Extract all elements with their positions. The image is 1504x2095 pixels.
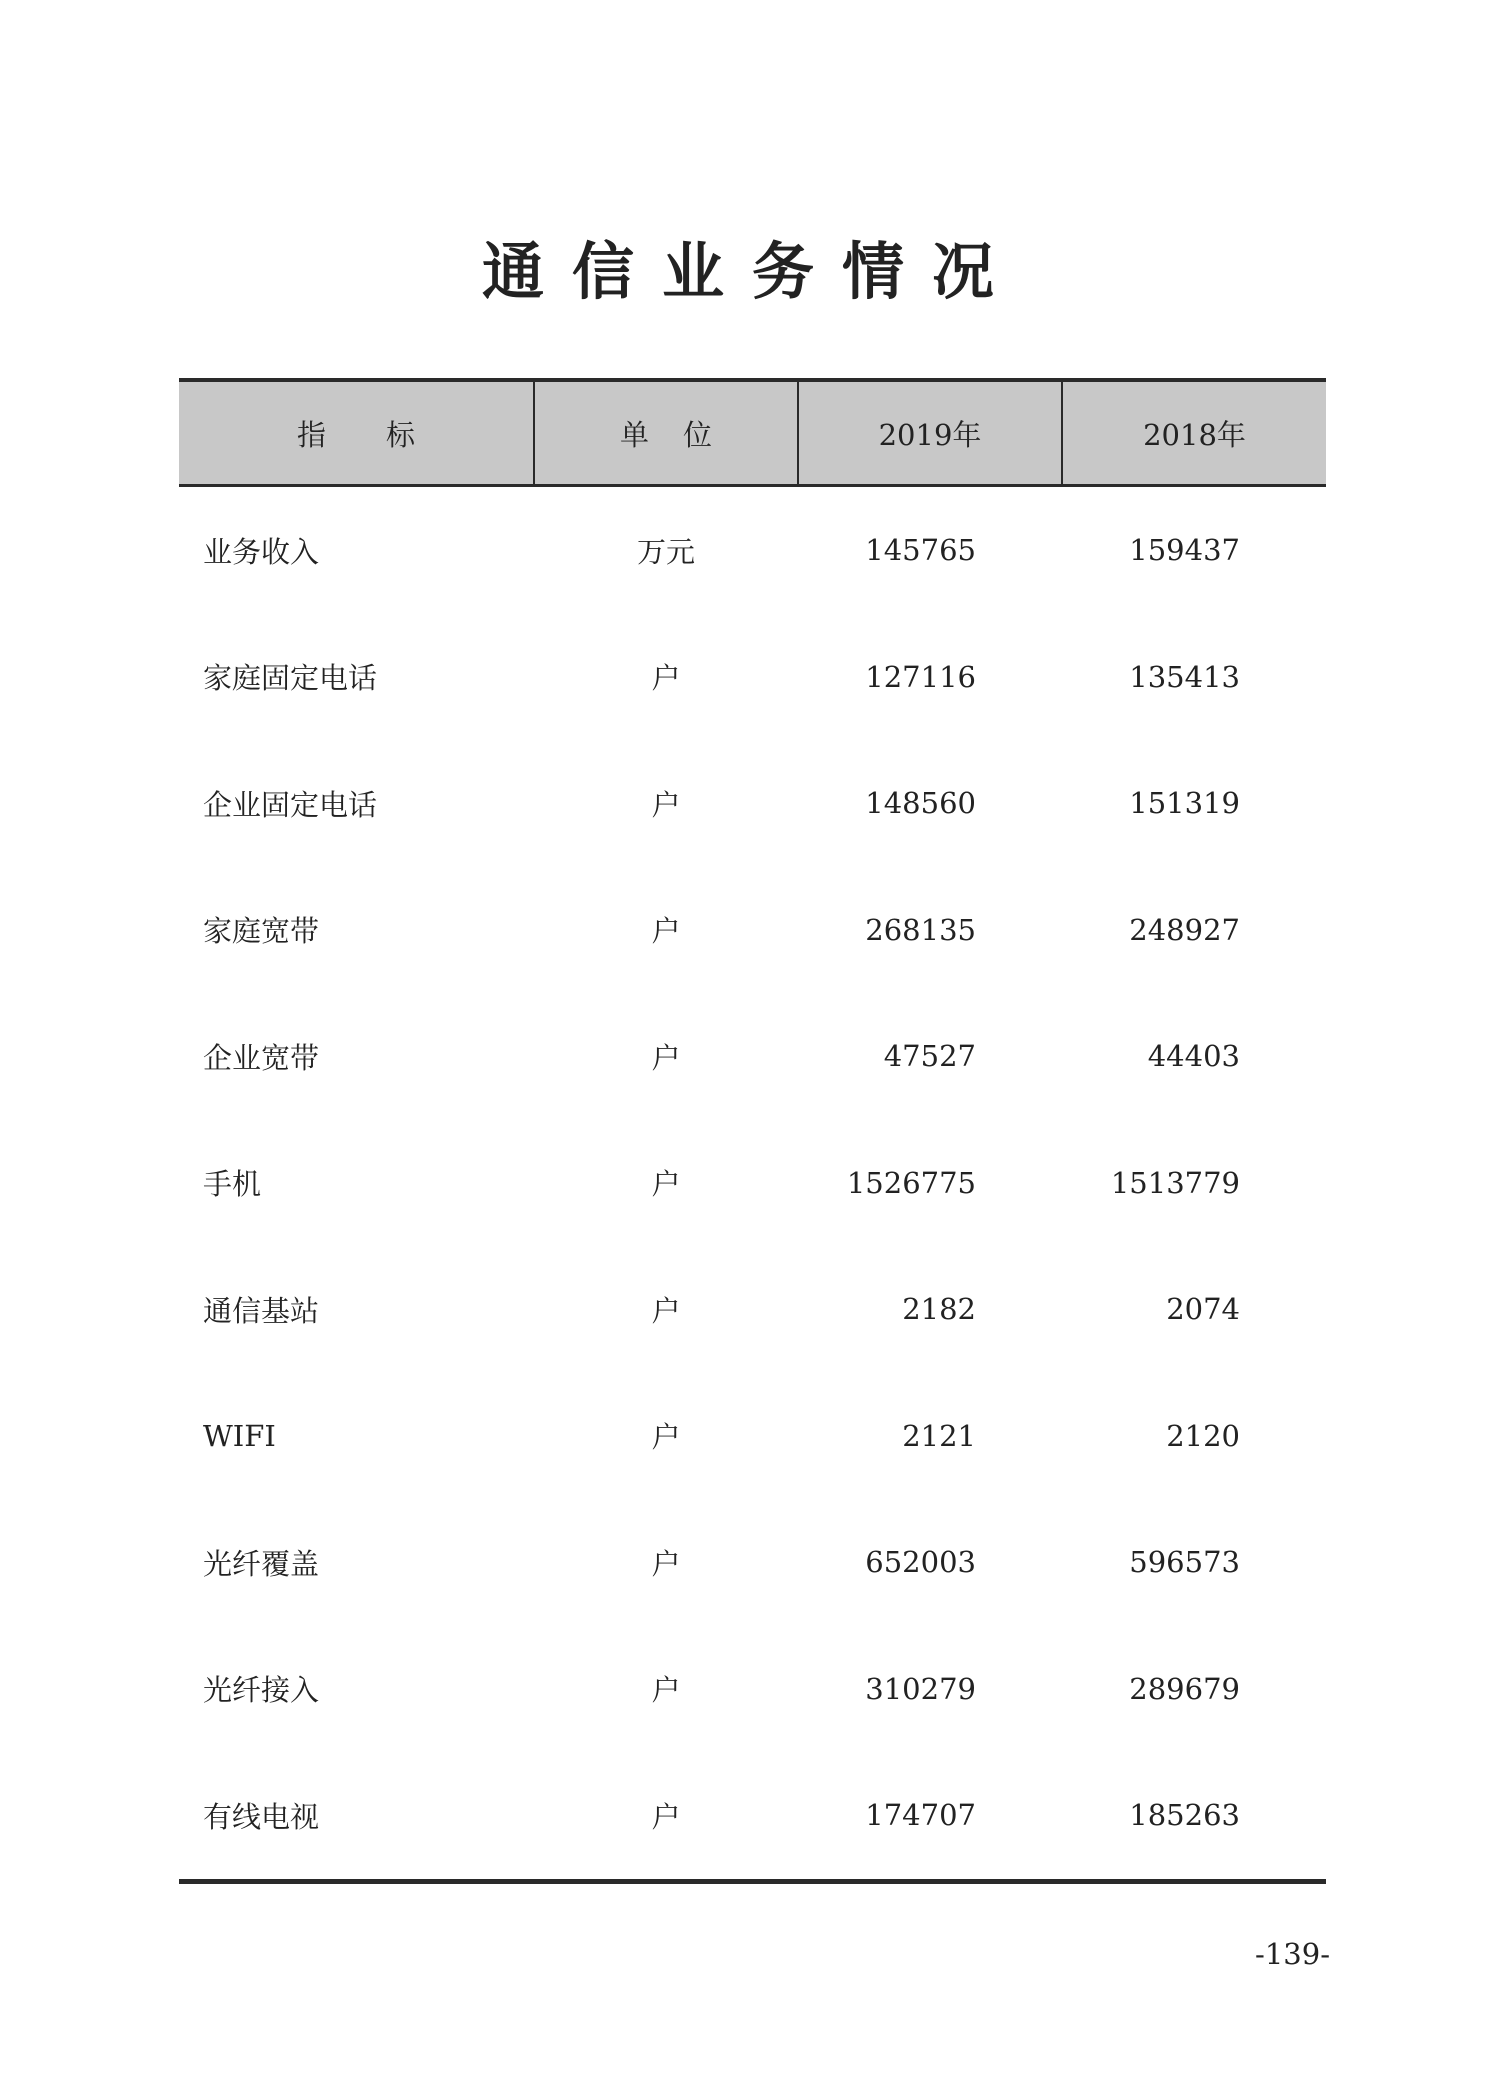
value-2019-cell: 148560	[865, 786, 976, 821]
unit-cell: 户	[651, 1673, 681, 1708]
value-2018-cell: 248927	[1129, 912, 1240, 947]
value-2018-cell: 1513779	[1110, 1165, 1240, 1200]
unit-cell: 户	[651, 1293, 681, 1328]
indicator-cell: 光纤覆盖	[203, 1546, 320, 1581]
unit-cell: 户	[651, 914, 681, 949]
indicator-cell: 手机	[203, 1167, 262, 1202]
indicator-cell: 光纤接入	[203, 1673, 320, 1708]
value-2019-cell: 310279	[865, 1671, 976, 1706]
value-2018-cell: 289679	[1129, 1671, 1240, 1706]
indicator-cell: 企业固定电话	[203, 787, 378, 822]
telecom-data-table	[179, 378, 1326, 1884]
value-2018-cell: 44403	[1147, 1039, 1240, 1074]
indicator-cell: 有线电视	[203, 1799, 320, 1834]
value-2019-cell: 174707	[865, 1798, 976, 1833]
table-body	[179, 486, 1326, 1882]
header-unit-label: 单位	[619, 417, 746, 452]
table-row	[179, 1246, 1326, 1373]
unit-cell: 户	[651, 661, 681, 696]
page-number: -139-	[1255, 1937, 1330, 1971]
table-row	[179, 740, 1326, 867]
header-indicator-label: 指标	[296, 417, 475, 452]
unit-cell: 万元	[636, 534, 695, 569]
value-2018-cell: 159437	[1129, 533, 1240, 568]
value-2018-cell: 2120	[1166, 1418, 1240, 1453]
table-row	[179, 1499, 1326, 1626]
indicator-cell: 业务收入	[203, 534, 320, 569]
header-unit	[534, 380, 798, 486]
table-row	[179, 1626, 1326, 1753]
value-2019-cell: 127116	[865, 659, 976, 694]
value-2018-cell: 2074	[1166, 1292, 1240, 1327]
value-2019-cell: 268135	[865, 912, 976, 947]
value-2018-cell: 185263	[1129, 1798, 1240, 1833]
table-row	[179, 1752, 1326, 1881]
indicator-cell: 家庭宽带	[203, 914, 320, 949]
table-row	[179, 993, 1326, 1120]
value-2019-cell: 47527	[883, 1039, 976, 1074]
unit-cell: 户	[651, 1546, 681, 1581]
table-row	[179, 1373, 1326, 1500]
unit-cell: 户	[651, 787, 681, 822]
header-2018: 2018年	[1062, 380, 1326, 486]
page-title: 通信业务情况	[481, 235, 1022, 308]
header-2019: 2019年	[798, 380, 1062, 486]
value-2019-cell: 2182	[902, 1292, 976, 1327]
value-2019-cell: 145765	[865, 533, 976, 568]
table-header	[179, 380, 1326, 486]
header-row	[179, 380, 1326, 486]
unit-cell: 户	[651, 1420, 681, 1455]
indicator-cell: WIFI	[203, 1418, 276, 1453]
unit-cell: 户	[651, 1040, 681, 1075]
table-row	[179, 614, 1326, 741]
value-2019-cell: 1526775	[846, 1165, 976, 1200]
table-row	[179, 1120, 1326, 1247]
indicator-cell: 通信基站	[203, 1293, 320, 1328]
value-2018-cell: 151319	[1129, 786, 1240, 821]
table-row	[179, 486, 1326, 614]
unit-cell: 户	[651, 1799, 681, 1834]
header-indicator	[179, 380, 534, 486]
indicator-cell: 企业宽带	[203, 1040, 320, 1075]
value-2018-cell: 596573	[1129, 1545, 1240, 1580]
table-row	[179, 867, 1326, 994]
value-2019-cell: 652003	[865, 1545, 976, 1580]
indicator-cell: 家庭固定电话	[203, 661, 378, 696]
value-2018-cell: 135413	[1129, 659, 1240, 694]
unit-cell: 户	[651, 1167, 681, 1202]
value-2019-cell: 2121	[902, 1418, 976, 1453]
